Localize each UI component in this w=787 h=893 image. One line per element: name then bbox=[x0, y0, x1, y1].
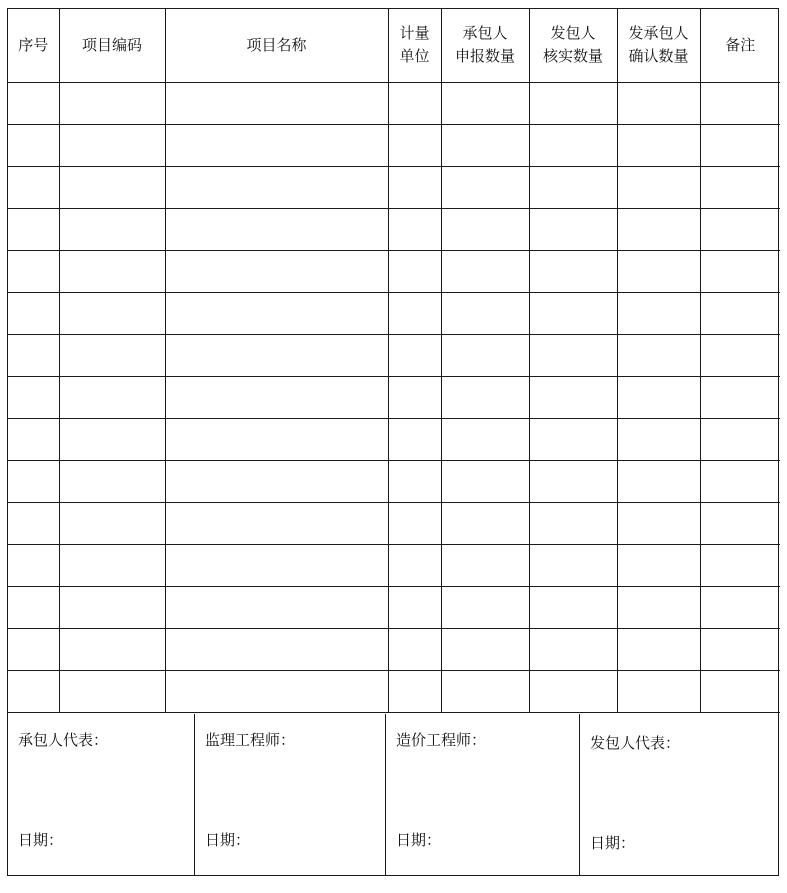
table-cell bbox=[165, 376, 388, 418]
table-cell bbox=[529, 334, 617, 376]
table-cell bbox=[59, 124, 165, 166]
table-row bbox=[8, 334, 780, 376]
table-cell bbox=[617, 502, 700, 544]
table-cell bbox=[529, 376, 617, 418]
table-cell bbox=[388, 544, 441, 586]
table-cell bbox=[529, 460, 617, 502]
supervisor-date-label: 日期： bbox=[205, 831, 251, 849]
table-cell bbox=[441, 208, 529, 250]
table-cell bbox=[441, 586, 529, 628]
quantity-confirmation-form bbox=[7, 8, 779, 876]
table-cell bbox=[388, 208, 441, 250]
table-cell bbox=[59, 502, 165, 544]
table-cell bbox=[529, 628, 617, 670]
table-cell bbox=[700, 82, 780, 124]
table-cell bbox=[8, 670, 59, 712]
table-cell bbox=[617, 166, 700, 208]
table-cell bbox=[388, 670, 441, 712]
table-cell bbox=[700, 586, 780, 628]
table-cell bbox=[165, 250, 388, 292]
table-cell bbox=[700, 166, 780, 208]
table-cell bbox=[59, 670, 165, 712]
table-cell bbox=[617, 82, 700, 124]
table-row bbox=[8, 250, 780, 292]
table-cell bbox=[388, 376, 441, 418]
table-cell bbox=[441, 502, 529, 544]
table-cell bbox=[529, 166, 617, 208]
table-cell bbox=[388, 586, 441, 628]
table-cell bbox=[388, 460, 441, 502]
table-cell bbox=[617, 376, 700, 418]
table-row bbox=[8, 124, 780, 166]
table-cell bbox=[529, 124, 617, 166]
header-employer-qty: 发包人 核实数量 bbox=[529, 9, 617, 82]
table-cell bbox=[441, 376, 529, 418]
table-cell bbox=[700, 502, 780, 544]
table-cell bbox=[165, 586, 388, 628]
table-cell bbox=[700, 418, 780, 460]
header-item-code: 项目编码 bbox=[59, 9, 165, 82]
table-cell bbox=[617, 292, 700, 334]
table-row bbox=[8, 376, 780, 418]
employer-rep-label: 发包人代表： bbox=[590, 734, 681, 752]
table-cell bbox=[8, 628, 59, 670]
table-cell bbox=[441, 292, 529, 334]
table-cell bbox=[441, 82, 529, 124]
table-cell bbox=[617, 586, 700, 628]
header-remark: 备注 bbox=[700, 9, 780, 82]
header-seq: 序号 bbox=[8, 9, 59, 82]
table-cell bbox=[59, 208, 165, 250]
table-cell bbox=[700, 292, 780, 334]
table-cell bbox=[59, 292, 165, 334]
table-cell bbox=[8, 250, 59, 292]
header-contractor-qty: 承包人 申报数量 bbox=[441, 9, 529, 82]
table-cell bbox=[59, 460, 165, 502]
table-cell bbox=[441, 544, 529, 586]
table-cell bbox=[59, 544, 165, 586]
table-cell bbox=[8, 376, 59, 418]
table-cell bbox=[165, 670, 388, 712]
table-cell bbox=[388, 418, 441, 460]
table-cell bbox=[617, 418, 700, 460]
table-cell bbox=[529, 292, 617, 334]
table-cell bbox=[388, 250, 441, 292]
table-cell bbox=[700, 334, 780, 376]
supervisor-label: 监理工程师： bbox=[205, 731, 296, 749]
quantity-table bbox=[8, 9, 780, 713]
table-cell bbox=[529, 208, 617, 250]
table-cell bbox=[529, 502, 617, 544]
table-cell bbox=[165, 460, 388, 502]
table-cell bbox=[441, 670, 529, 712]
supervisor-block bbox=[195, 714, 386, 875]
table-row bbox=[8, 586, 780, 628]
table-cell bbox=[700, 544, 780, 586]
table-cell bbox=[165, 334, 388, 376]
table-cell bbox=[388, 166, 441, 208]
table-cell bbox=[529, 544, 617, 586]
header-row bbox=[8, 9, 780, 82]
cost-engineer-block bbox=[386, 714, 580, 875]
table-cell bbox=[529, 82, 617, 124]
table-row bbox=[8, 82, 780, 124]
table-cell bbox=[441, 418, 529, 460]
table-cell bbox=[8, 334, 59, 376]
table-cell bbox=[388, 334, 441, 376]
table-row bbox=[8, 502, 780, 544]
table-cell bbox=[8, 166, 59, 208]
table-cell bbox=[165, 208, 388, 250]
table-cell bbox=[59, 250, 165, 292]
table-cell bbox=[8, 544, 59, 586]
header-unit: 计量 单位 bbox=[388, 9, 441, 82]
table-cell bbox=[441, 166, 529, 208]
table-cell bbox=[617, 250, 700, 292]
table-cell bbox=[617, 208, 700, 250]
table-row bbox=[8, 628, 780, 670]
cost-engineer-date-label: 日期： bbox=[396, 831, 442, 849]
table-cell bbox=[8, 460, 59, 502]
table-cell bbox=[165, 544, 388, 586]
table-cell bbox=[700, 208, 780, 250]
table-cell bbox=[8, 418, 59, 460]
employer-rep-block bbox=[580, 714, 777, 875]
table-cell bbox=[529, 418, 617, 460]
table-cell bbox=[59, 334, 165, 376]
table-cell bbox=[617, 124, 700, 166]
table-cell bbox=[8, 586, 59, 628]
table-cell bbox=[617, 334, 700, 376]
cost-engineer-label: 造价工程师： bbox=[396, 731, 487, 749]
contractor-rep-block bbox=[8, 714, 195, 875]
table-cell bbox=[617, 460, 700, 502]
employer-date-label: 日期： bbox=[590, 834, 636, 852]
table-row bbox=[8, 460, 780, 502]
table-cell bbox=[8, 208, 59, 250]
table-cell bbox=[617, 544, 700, 586]
table-cell bbox=[165, 628, 388, 670]
signature-section bbox=[8, 714, 778, 875]
header-item-name: 项目名称 bbox=[165, 9, 388, 82]
table-cell bbox=[8, 502, 59, 544]
table-cell bbox=[617, 628, 700, 670]
table-row bbox=[8, 292, 780, 334]
table-cell bbox=[59, 418, 165, 460]
table-cell bbox=[700, 124, 780, 166]
table-cell bbox=[59, 586, 165, 628]
table-cell bbox=[8, 124, 59, 166]
table-cell bbox=[59, 376, 165, 418]
table-cell bbox=[441, 460, 529, 502]
table-cell bbox=[8, 82, 59, 124]
table-cell bbox=[441, 628, 529, 670]
table-row bbox=[8, 208, 780, 250]
table-row bbox=[8, 670, 780, 712]
table-cell bbox=[388, 502, 441, 544]
table-cell bbox=[388, 292, 441, 334]
table-cell bbox=[165, 418, 388, 460]
table-cell bbox=[441, 124, 529, 166]
table-row bbox=[8, 418, 780, 460]
table-cell bbox=[529, 670, 617, 712]
table-cell bbox=[165, 502, 388, 544]
table-cell bbox=[700, 460, 780, 502]
contractor-rep-label: 承包人代表： bbox=[18, 731, 109, 749]
table-cell bbox=[165, 124, 388, 166]
table-cell bbox=[529, 250, 617, 292]
table-cell bbox=[700, 670, 780, 712]
header-confirmed-qty: 发承包人 确认数量 bbox=[617, 9, 700, 82]
table-cell bbox=[59, 82, 165, 124]
table-cell bbox=[529, 586, 617, 628]
table-cell bbox=[388, 628, 441, 670]
table-cell bbox=[165, 292, 388, 334]
contractor-date-label: 日期： bbox=[18, 831, 64, 849]
table-cell bbox=[388, 82, 441, 124]
table-cell bbox=[617, 670, 700, 712]
table-cell bbox=[441, 250, 529, 292]
table-cell bbox=[700, 250, 780, 292]
table-cell bbox=[8, 292, 59, 334]
table-cell bbox=[441, 334, 529, 376]
table-cell bbox=[59, 166, 165, 208]
table-cell bbox=[165, 82, 388, 124]
table-cell bbox=[700, 628, 780, 670]
table-cell bbox=[388, 124, 441, 166]
table-row bbox=[8, 166, 780, 208]
table-cell bbox=[700, 376, 780, 418]
table-cell bbox=[165, 166, 388, 208]
table-row bbox=[8, 544, 780, 586]
table-cell bbox=[59, 628, 165, 670]
